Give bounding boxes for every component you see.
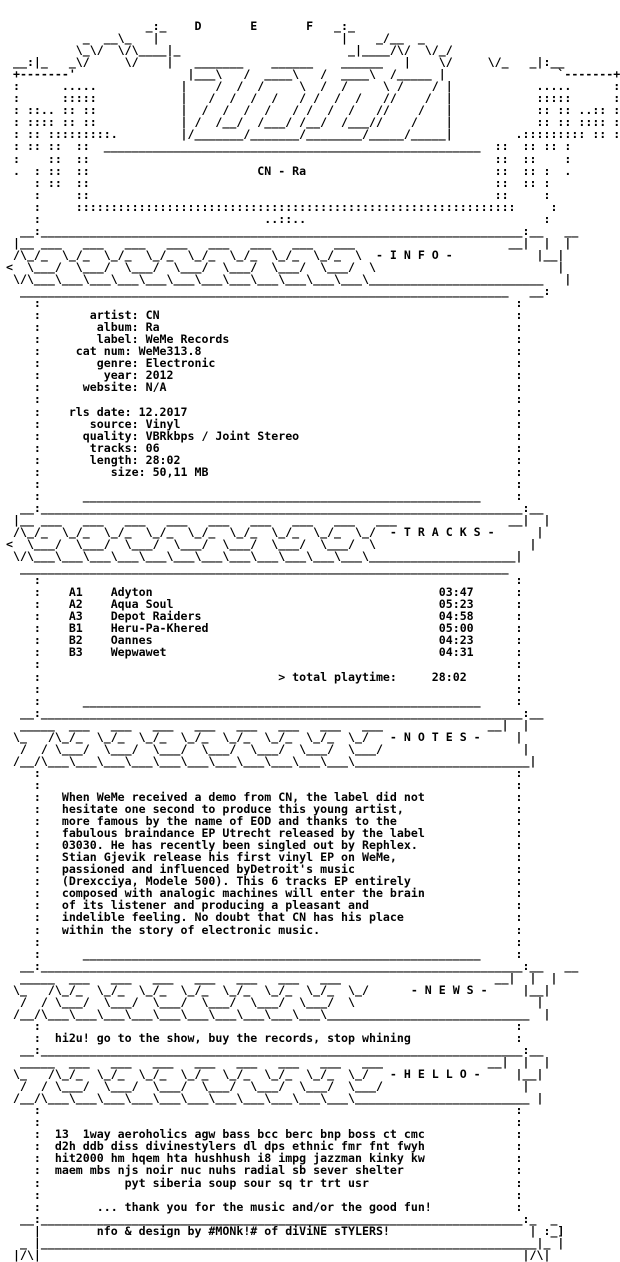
nfo-line: | nfo & design by #MONk!# of diViNE sTYLERS! | :_] bbox=[6, 1223, 565, 1238]
nfo-line: : quality: VBRkbps / Joint Stereo : bbox=[6, 428, 523, 443]
nfo-line: : :: :: :: :: : bbox=[6, 175, 551, 190]
nfo-line: |__ ___ ___ ___ ___ ___ ___ ___ ___ ___ __| | bbox=[6, 512, 551, 527]
nfo-line: : : bbox=[6, 657, 523, 672]
nfo-line: : _________________________________________________________ : bbox=[6, 693, 523, 708]
nfo-line: : ::::::::::::::::::::::::::::::::::::::::::::::::::::::::::::::: : bbox=[6, 199, 558, 214]
nfo-line: ______________________________________________________________________ bbox=[6, 561, 509, 576]
nfo-line: ______________________________________________________________________ __: bbox=[6, 284, 551, 299]
nfo-line: : _________________________________________________________ : bbox=[6, 946, 523, 961]
nfo-line: : B1 Heru-Pa-Khered 05:00 : bbox=[6, 621, 523, 636]
nfo-line: : length: 28:02 : bbox=[6, 452, 523, 467]
nfo-line: __:_____________________________________________________________________:_ _ bbox=[6, 1211, 558, 1226]
nfo-line: : : bbox=[6, 1115, 523, 1130]
nfo-line: : : bbox=[6, 392, 523, 407]
nfo-line: : ..... | / / / \ / / \ / / | ..... : bbox=[6, 79, 620, 94]
nfo-line: : year: 2012 : bbox=[6, 368, 523, 383]
nfo-line: : album: Ra : bbox=[6, 320, 523, 335]
nfo-line: : 13 1way aeroholics agw bass bcc berc bnp boss ct cmc : bbox=[6, 1127, 523, 1142]
nfo-line: \_ /\_/_ \_/_ \_/_ \_/_ \_/_ \_/_ \_/_ \_/ - H E L L O - |__| bbox=[6, 1067, 544, 1082]
nfo-line: _:_ D E F _:_ bbox=[6, 19, 356, 33]
nfo-line: \_\/ \/\____|_ _|____/\/ \/_/ bbox=[6, 43, 453, 58]
nfo-ascii-document bbox=[6, 20, 620, 1261]
nfo-line: _____ ___ ___ ___ ___ ___ ___ ___ ___ __| | | bbox=[6, 1055, 551, 1070]
nfo-line: : hit2000 hm hqem hta hushhush i8 impg jazzman kinky kw : bbox=[6, 1151, 523, 1166]
nfo-line: |__ ___ ___ ___ ___ ___ ___ ___ ___ __| | | bbox=[6, 235, 572, 250]
nfo-line: __:_____________________________________________________________________:__ __ bbox=[6, 958, 579, 973]
nfo-line: _ |_______________________________________________________________________|_ | bbox=[6, 1235, 565, 1250]
nfo-line: __:_____________________________________________________________________:__ bbox=[6, 705, 544, 720]
nfo-line: : :: :: : bbox=[6, 187, 551, 202]
nfo-line: : : bbox=[6, 1018, 523, 1033]
nfo-line: : genre: Electronic : bbox=[6, 356, 523, 371]
nfo-line: : fabulous braindance EP Utrecht released by the label : bbox=[6, 826, 523, 841]
nfo-line: / / \___/ \___/ \___/ \___/ \___/ \___/ \___/ | bbox=[6, 741, 530, 756]
nfo-line: /__/\___\___\___\___\___\___\___\___\___\___\___\_________________________| bbox=[6, 753, 537, 768]
nfo-line: : When WeMe received a demo from CN, the label did not : bbox=[6, 790, 523, 804]
nfo-line: __:_____________________________________________________________________:__ bbox=[6, 1042, 544, 1057]
nfo-line: < \___/ \___/ \___/ \___/ \___/ \___/ \___/ \ | bbox=[6, 259, 565, 274]
nfo-line: : A2 Aqua Soul 05:23 : bbox=[6, 597, 523, 612]
nfo-line: : ::.. :: :: | / / / / / / / / // / | :: :: ..:: : bbox=[6, 103, 620, 118]
nfo-line: : website: N/A : bbox=[6, 380, 523, 395]
nfo-line: < \___/ \___/ \___/ \___/ \___/ \___/ \___/ \ | bbox=[6, 537, 537, 552]
nfo-line: : ::::: | / / / / / / / / // / | ::::: : bbox=[6, 91, 620, 106]
nfo-line: : B2 Oannes 04:23 : bbox=[6, 633, 523, 648]
nfo-line: __:_____________________________________________________________________:__ __ bbox=[6, 223, 579, 238]
nfo-line: / / \___/ \___/ \___/ \___/ \___/ \___/ \ | bbox=[6, 994, 544, 1009]
nfo-line: : hesitate one second to produce this young artist, : bbox=[6, 802, 523, 817]
nfo-line: /\_/_ \_/_ \_/_ \_/_ \_/_ \_/_ \_/_ \_/_ \_/ - T R A C K S - | bbox=[6, 524, 544, 539]
nfo-line: : ..::.. : bbox=[6, 211, 551, 226]
nfo-line: __:|_ _\/ \/ | _______ ______ ______ | \/ \/_ _|:__ bbox=[6, 55, 565, 70]
nfo-line: __:_____________________________________________________________________:__ bbox=[6, 500, 544, 515]
nfo-line: : :::: :: :: | / /__/ /___/ /__/ /___// / | :: :: :::: : bbox=[6, 115, 620, 130]
nfo-line: : : bbox=[6, 1187, 523, 1202]
nfo-line: : : bbox=[6, 681, 523, 696]
nfo-line: : : bbox=[6, 476, 523, 491]
nfo-line: : source: Vinyl : bbox=[6, 416, 523, 431]
nfo-line: : B3 Wepwawet 04:31 : bbox=[6, 645, 523, 660]
nfo-line: : (Drexcciya, Modele 500). This 6 tracks EP entirely : bbox=[6, 874, 523, 889]
nfo-line: : of its listener and producing a pleasant and : bbox=[6, 898, 523, 913]
nfo-line: _____ ___ ___ ___ ___ ___ ___ ___ __| | | bbox=[6, 970, 558, 985]
nfo-line: : Stian Gjevik release his first vinyl EP on WeMe, : bbox=[6, 850, 523, 865]
nfo-line: : : bbox=[6, 296, 523, 311]
nfo-line: : : bbox=[6, 573, 523, 588]
nfo-line: : : bbox=[6, 765, 523, 780]
nfo-line: : d2h ddb diss divinestylers dl dps ethnic fmr fnt fwyh : bbox=[6, 1139, 523, 1154]
nfo-line: . : :: :: CN - Ra :: :: : . bbox=[6, 163, 572, 178]
nfo-line: : maem mbs njs noir nuc nuhs radial sb sever shelter : bbox=[6, 1163, 523, 1178]
nfo-line: \/\___\___\___\___\___\___\___\___\___\___\___\___\_________________________ | bbox=[6, 271, 572, 286]
nfo-line: : A3 Depot Raiders 04:58 : bbox=[6, 609, 523, 624]
nfo-line: : rls date: 12.2017 : bbox=[6, 404, 523, 419]
nfo-line: _ __\_ | | _/__ _ bbox=[6, 31, 425, 46]
nfo-line: : 03030. He has recently been singled out by Rephlex. : bbox=[6, 838, 523, 853]
nfo-line: : : bbox=[6, 1103, 523, 1118]
nfo-line: : indelible feeling. No doubt that CN has his place : bbox=[6, 910, 523, 925]
nfo-line: : pyt siberia soup sour sq tr trt usr : bbox=[6, 1175, 523, 1190]
nfo-line: : size: 50,11 MB : bbox=[6, 464, 523, 479]
nfo-line: : : bbox=[6, 777, 523, 792]
nfo-line: \_ /\_/_ \_/_ \_/_ \_/_ \_/_ \_/_ \_/_ \_/ - N O T E S - | bbox=[6, 729, 523, 744]
nfo-line: : tracks: 06 : bbox=[6, 440, 523, 455]
nfo-line: : passioned and influenced byDetroit's music : bbox=[6, 862, 523, 877]
nfo-line: /\_/_ \_/_ \_/_ \_/_ \_/_ \_/_ \_/_ \_/_ \ - I N F O - |__| bbox=[6, 247, 565, 262]
nfo-line: : ... thank you for the music and/or the good fun! : bbox=[6, 1199, 523, 1214]
nfo-line: : > total playtime: 28:02 : bbox=[6, 669, 523, 684]
nfo-line: : :: :::::::::. |/_______/_______/________/_____/_____| .::::::::: :: : bbox=[6, 127, 620, 142]
nfo-line: : more famous by the name of EOD and thanks to the : bbox=[6, 814, 523, 829]
nfo-line: _____ ___ ___ ___ ___ ___ ___ ___ ___ __| | bbox=[6, 717, 530, 732]
nfo-line: /__/\___\___\___\___\___\___\___\___\___\___\___\_________________________ | bbox=[6, 1091, 544, 1106]
nfo-line: \_ /\_/_ \_/_ \_/_ \_/_ \_/_ \_/_ \_/_ \_/ - N E W S - |__| bbox=[6, 982, 551, 997]
nfo-line: : _________________________________________________________ : bbox=[6, 488, 523, 503]
nfo-line: : A1 Adyton 03:47 : bbox=[6, 585, 523, 600]
nfo-line: : label: WeMe Records : bbox=[6, 332, 523, 347]
nfo-line: \/\___\___\___\___\___\___\___\___\___\___\___\___\_____________________| bbox=[6, 549, 523, 564]
nfo-line: |/\| |/\| bbox=[6, 1247, 551, 1262]
nfo-line: / / \___/ \___/ \___/ \___/ \___/ \___/ \___/ | bbox=[6, 1079, 530, 1094]
nfo-line: : artist: CN : bbox=[6, 308, 523, 323]
nfo-line: : : bbox=[6, 934, 523, 949]
nfo-line: : :: :: :: ______________________________________________________ :: :: :: : bbox=[6, 139, 572, 154]
nfo-line: /__/\___\___\___\___\___\___\___\___\___\___\_____________________________ | bbox=[6, 1006, 551, 1021]
nfo-line: : cat num: WeMe313.8 : bbox=[6, 344, 523, 359]
nfo-line: : within the story of electronic music. : bbox=[6, 922, 523, 937]
nfo-line: : hi2u! go to the show, buy the records, stop whining : bbox=[6, 1030, 523, 1045]
nfo-line: : :: :: :: :: : bbox=[6, 151, 572, 166]
nfo-line: : composed with analogic machines will enter the brain : bbox=[6, 886, 523, 901]
nfo-line: +-------' |___\ / ____\ / ____\ /_____ | `-------+ bbox=[6, 67, 620, 82]
